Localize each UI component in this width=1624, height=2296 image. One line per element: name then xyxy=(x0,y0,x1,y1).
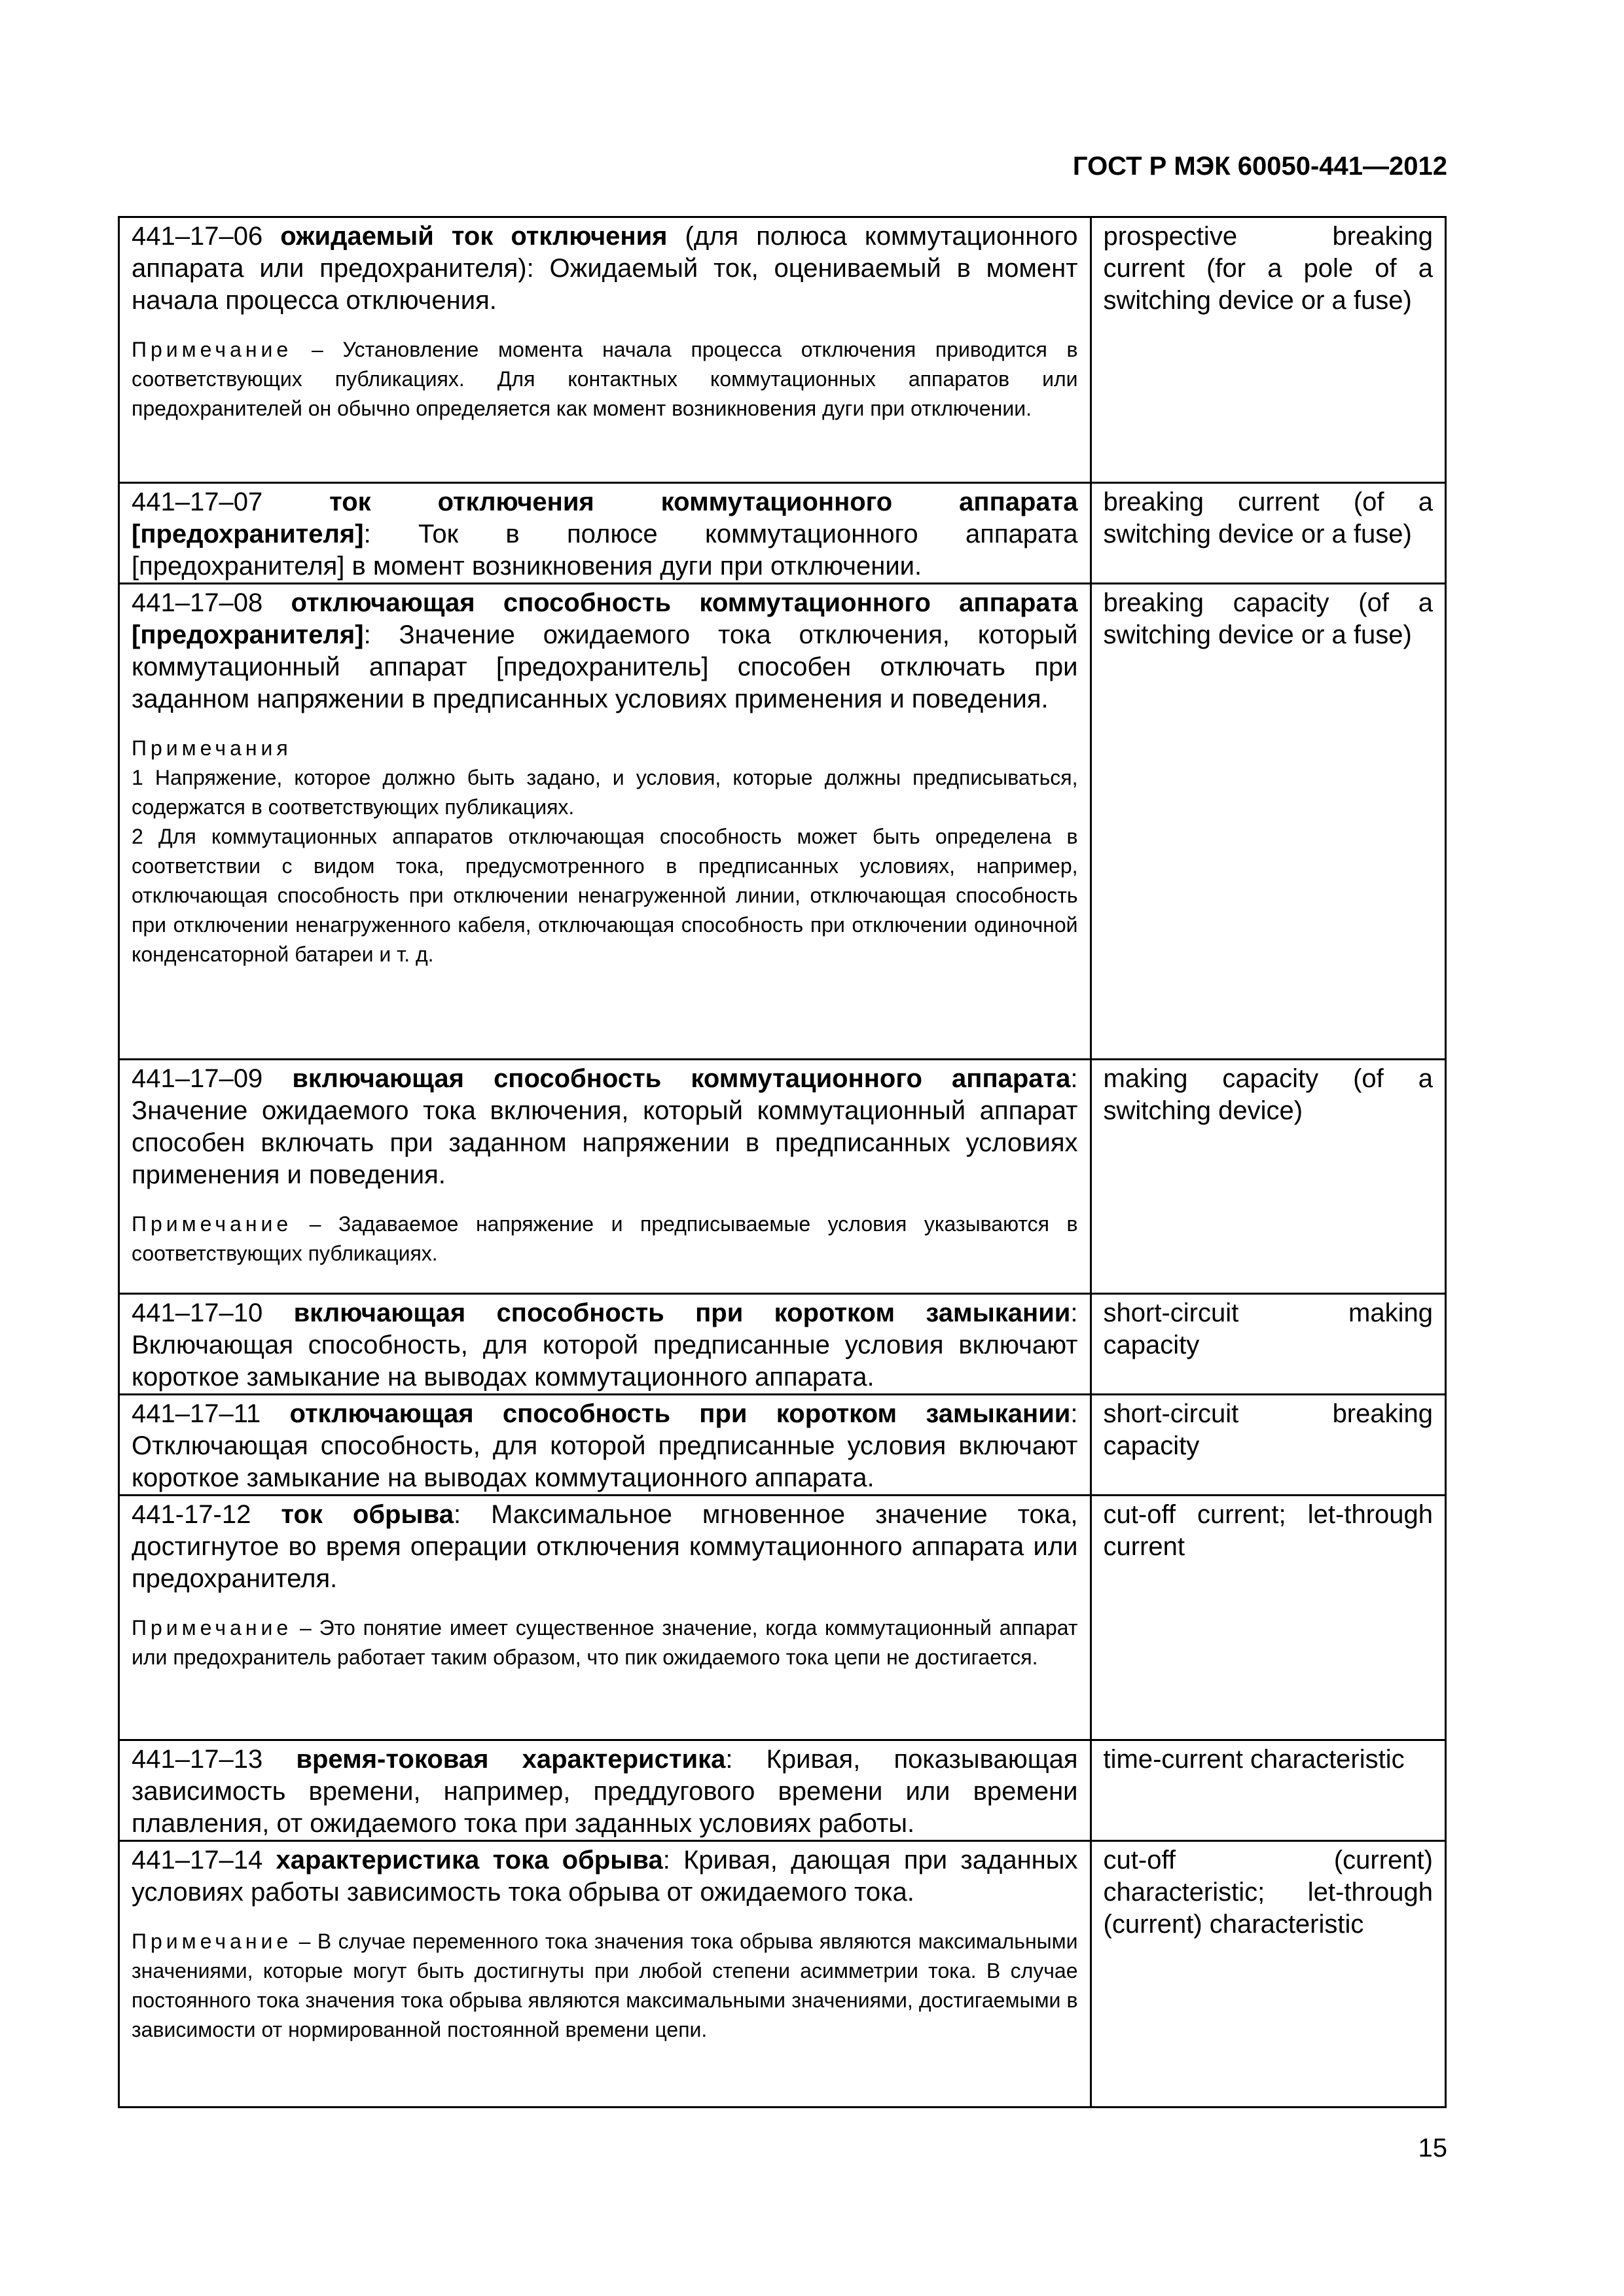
definition-text: : Значение ожидаемого тока включения, который коммутационный аппарат способен включать при заданном напряжении в предписанных условиях применения и поведения. xyxy=(132,1064,1078,1189)
term-code: 441–17–10 xyxy=(132,1299,263,1327)
term-row xyxy=(119,584,1446,1060)
term-definition xyxy=(132,1844,1078,1909)
english-term: cut-off (current) characteristic; let-through (current) characteristic xyxy=(1103,1846,1433,1939)
term-cell-ru xyxy=(119,1496,1091,1740)
english-term: short-circuit breaking capacity xyxy=(1103,1399,1433,1460)
term-code: 441–17–09 xyxy=(132,1064,263,1093)
note-text: – Это понятие имеет существенное значение, когда коммутационный аппарат или предохранитель работает таким образом, что пик ожидаемого тока цепи не достигается. xyxy=(132,1616,1078,1669)
term-definition xyxy=(132,1499,1078,1595)
term-name: характеристика тока обрыва xyxy=(276,1846,663,1874)
terms-table xyxy=(118,216,1447,2108)
term-definition xyxy=(132,1398,1078,1494)
english-term: making capacity (of a switching device) xyxy=(1103,1064,1433,1125)
term-note xyxy=(132,1210,1078,1268)
term-cell-en xyxy=(1091,1395,1445,1496)
term-definition xyxy=(132,1063,1078,1191)
english-term: cut-off current; let-through current xyxy=(1103,1500,1433,1561)
term-cell-ru xyxy=(119,483,1091,584)
term-cell-en xyxy=(1091,483,1445,584)
term-note xyxy=(132,734,1078,969)
term-row xyxy=(119,217,1446,483)
term-row xyxy=(119,1841,1446,2108)
term-note xyxy=(132,1927,1078,2045)
definition-text: : Ток в полюсе коммутационного аппарата [предохранителя] в момент возникновения дуги при отключении. xyxy=(132,520,1078,581)
term-code: 441–17–13 xyxy=(132,1745,263,1774)
definition-text: : Включающая способность, для которой предписанные условия включают короткое замыкание на выводах коммутационного аппарата. xyxy=(132,1299,1078,1391)
note-label: Примечания xyxy=(132,736,292,760)
term-name: отключающая способность коммутационного аппарата [предохранителя] xyxy=(132,588,1078,649)
english-term: short-circuit making capacity xyxy=(1103,1299,1433,1359)
term-cell-ru xyxy=(119,1294,1091,1395)
term-code: 441–17–14 xyxy=(132,1846,263,1874)
term-row xyxy=(119,1294,1446,1395)
term-row xyxy=(119,1395,1446,1496)
term-name: ожидаемый ток отключения xyxy=(280,222,668,251)
definition-text: : Максимальное мгновенное значение тока, достигнутое во время операции отключения коммутационного аппарата или предохранителя. xyxy=(132,1500,1078,1593)
english-term: breaking capacity (of a switching device or a fuse) xyxy=(1103,588,1433,649)
term-name: отключающая способность при коротком замыкании xyxy=(289,1399,1071,1428)
term-definition xyxy=(132,221,1078,317)
term-cell-ru xyxy=(119,1395,1091,1496)
term-code: 441–17–11 xyxy=(132,1399,261,1428)
definition-text: : Значение ожидаемого тока отключения, который коммутационный аппарат [предохранитель] способен отключать при заданном напряжении в предписанных условиях применения и поведения. xyxy=(132,620,1078,713)
term-code: 441–17–08 xyxy=(132,588,263,617)
definition-text: (для полюса коммутационного аппарата или предохранителя): Ожидаемый ток, оцениваемый в момент начала процесса отключения. xyxy=(132,222,1078,315)
term-cell-en xyxy=(1091,1740,1445,1841)
term-note xyxy=(132,335,1078,423)
term-cell-ru xyxy=(119,1841,1091,2108)
term-row xyxy=(119,1060,1446,1294)
note-text: – В случае переменного тока значения тока обрыва являются максимальными значениями, которые могут быть достигнуты при любой степени асимметрии тока. В случае постоянного тока значения тока обрыва являются максимальными значениями, достигаемыми в зависимости от нормированной постоянной времени цепи. xyxy=(132,1929,1078,2041)
english-term: time-current characteristic xyxy=(1103,1745,1405,1774)
page-number: 15 xyxy=(1418,2134,1447,2162)
term-definition xyxy=(132,486,1078,583)
term-cell-en xyxy=(1091,1496,1445,1740)
term-row xyxy=(119,483,1446,584)
note-text: – Установление момента начала процесса отключения приводится в соответствующих публикациях. Для контактных коммутационных аппаратов или предохранителей он обычно определяется как момент возникновения дуги при отключении. xyxy=(132,338,1078,420)
term-cell-ru xyxy=(119,584,1091,1060)
term-cell-ru xyxy=(119,217,1091,483)
note-label: Примечание xyxy=(132,1929,293,1953)
term-cell-ru xyxy=(119,1740,1091,1841)
term-name: включающая способность коммутационного аппарата xyxy=(292,1064,1071,1093)
term-row xyxy=(119,1496,1446,1740)
document-header: ГОСТ Р МЭК 60050-441—2012 xyxy=(1072,152,1447,181)
note-label: Примечание xyxy=(132,1616,293,1640)
term-note xyxy=(132,1613,1078,1672)
term-name: время-токовая характеристика xyxy=(296,1745,726,1774)
definition-text: : Кривая, дающая при заданных условиях работы зависимость тока обрыва от ожидаемого тока. xyxy=(132,1846,1078,1907)
note-label: Примечание xyxy=(132,338,293,361)
term-cell-ru xyxy=(119,1060,1091,1294)
note-text: – Задаваемое напряжение и предписываемые условия указываются в соответствующих публикациях. xyxy=(132,1212,1078,1265)
note-item: 1 Напряжение, которое должно быть задано, и условия, которые должны предписываться, содержатся в соответствующих публикациях. xyxy=(132,766,1078,819)
term-name: ток отключения коммутационного аппарата [предохранителя] xyxy=(132,488,1078,548)
term-definition xyxy=(132,587,1078,715)
term-name: включающая способность при коротком замыкании xyxy=(293,1299,1071,1327)
definition-text: : Кривая, показывающая зависимость времени, например, преддугового времени или времени плавления, от ожидаемого тока при заданных условиях работы. xyxy=(132,1745,1078,1838)
term-definition xyxy=(132,1744,1078,1840)
term-code: 441-17-12 xyxy=(132,1500,251,1529)
term-cell-en xyxy=(1091,217,1445,483)
term-code: 441–17–06 xyxy=(132,222,263,251)
term-cell-en xyxy=(1091,1841,1445,2108)
note-label: Примечание xyxy=(132,1212,293,1236)
definition-text: : Отключающая способность, для которой предписанные условия включают короткое замыкание на выводах коммутационного аппарата. xyxy=(132,1399,1078,1492)
term-row xyxy=(119,1740,1446,1841)
term-cell-en xyxy=(1091,1294,1445,1395)
term-cell-en xyxy=(1091,1060,1445,1294)
term-definition xyxy=(132,1297,1078,1393)
term-cell-en xyxy=(1091,584,1445,1060)
term-code: 441–17–07 xyxy=(132,488,263,516)
term-name: ток обрыва xyxy=(281,1500,454,1529)
english-term: breaking current (of a switching device or a fuse) xyxy=(1103,488,1433,548)
note-item: 2 Для коммутационных аппаратов отключающая способность может быть определена в соответствии с видом тока, предусмотренного в предписанных условиях, например, отключающая способность при отключении ненагруженной линии, отключающая способность при отключении ненагруженного кабеля, отключающая способность при отключении одиночной конденсаторной батареи и т. д. xyxy=(132,825,1078,966)
english-term: prospective breaking current (for a pole of a switching device or a fuse) xyxy=(1103,222,1433,315)
